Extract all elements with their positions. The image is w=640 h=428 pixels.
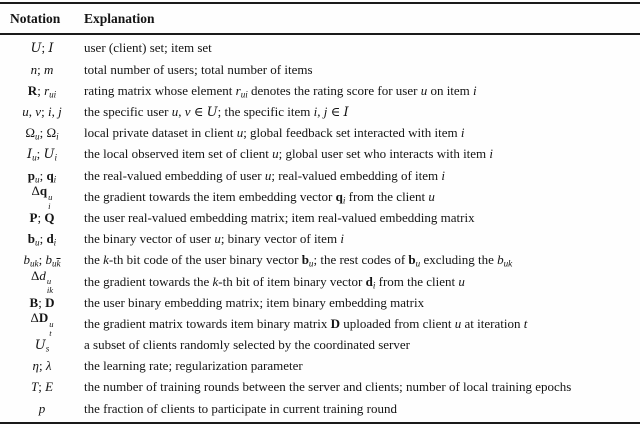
notation-cell: T; E xyxy=(30,379,54,395)
explanation-cell: the learning rate; regularization parameter xyxy=(84,358,303,374)
explanation-cell: the user real-valued embedding matrix; item real-valued embedding matrix xyxy=(84,209,475,225)
notation-cell: U; I xyxy=(30,40,54,57)
notation-cell: $I_u$; $U_i$ xyxy=(26,146,58,163)
notation-cell: p xyxy=(38,400,46,416)
table-row xyxy=(0,38,640,59)
table-row xyxy=(0,182,640,211)
bottom-rule xyxy=(0,422,640,424)
table-row xyxy=(0,377,640,398)
notation-cell: η; λ xyxy=(32,358,52,374)
explanation-cell: the real-valued embedding of user u; real-valued embedding of item i xyxy=(84,167,446,183)
explanation-cell: user (client) set; item set xyxy=(84,40,212,56)
explanation-cell: local private dataset in client u; global feedback set interacted with item i xyxy=(84,125,465,141)
explanation-cell: the number of training rounds between the server and clients; number of local training epochs xyxy=(84,379,572,395)
table-row xyxy=(0,267,640,296)
table-row xyxy=(0,165,640,186)
header-cell-explanation: Explanation xyxy=(84,10,155,26)
table-row xyxy=(0,335,640,356)
notation-cell: u, v; i, j xyxy=(22,104,62,120)
table-header xyxy=(0,4,640,33)
notation-cell: $b_u$; $d_i$ xyxy=(27,231,57,248)
notation-cell: R; $r_{ui}$ xyxy=(27,82,57,100)
table-row xyxy=(0,356,640,377)
table-row xyxy=(0,398,640,419)
explanation-cell: total number of users; total number of items xyxy=(84,61,313,77)
explanation-cell: the k-th bit code of the user binary vector $b_u$; the rest codes of $b_u$ excluding the $b_{uk}$ xyxy=(84,252,513,269)
notation-cell: Δd u ik xyxy=(30,267,54,296)
explanation-cell: a subset of clients randomly selected by the coordinated server xyxy=(84,337,410,353)
explanation-cell: the local observed item set of client u; global user set who interacts with item i xyxy=(84,146,494,162)
explanation-cell: rating matrix whose element $r_{ui}$ denotes the rating score for user u on item i xyxy=(84,82,477,99)
explanation-cell: the gradient towards the k-th bit of item binary vector $d_i$ from the client u xyxy=(84,273,465,290)
table-row xyxy=(0,101,640,122)
explanation-cell: the user binary embedding matrix; item binary embedding matrix xyxy=(84,294,425,310)
table-row xyxy=(0,80,640,101)
notation-cell: ΔD u t xyxy=(30,310,54,338)
notation-cell: $b_{uk}$; $b_{u\overline{k}}$ xyxy=(23,252,61,269)
table-body xyxy=(0,35,640,422)
notation-cell: $p_u$; $q_i$ xyxy=(27,167,57,185)
table-row xyxy=(0,310,640,338)
header-cell-notation: Notation xyxy=(10,10,61,26)
table-row xyxy=(0,123,640,144)
table-row xyxy=(0,229,640,250)
explanation-cell: the gradient matrix towards item binary matrix D uploaded from client u at iteration t xyxy=(84,315,528,331)
table-row xyxy=(0,292,640,313)
explanation-cell: the binary vector of user u; binary vector of item i xyxy=(84,231,344,247)
notation-cell: P; Q xyxy=(29,209,55,225)
notation-cell: $\Omega_u$; $\Omega_i$ xyxy=(25,125,59,142)
explanation-cell: the specific user u, v ∈ U; the specific item i, j ∈ I xyxy=(84,104,349,121)
notation-cell: B; D xyxy=(29,294,55,310)
notation-cell: Δq u i xyxy=(31,182,53,211)
explanation-cell: the fraction of clients to participate in current training round xyxy=(84,400,397,416)
notation-cell: n; m xyxy=(30,61,54,77)
table-row xyxy=(0,207,640,228)
table-row xyxy=(0,250,640,271)
notation-cell: $U_s$ xyxy=(34,338,50,354)
explanation-cell: the gradient towards the item embedding vector $q_i$ from the client u xyxy=(84,188,435,205)
table-row xyxy=(0,59,640,80)
table-row xyxy=(0,144,640,165)
